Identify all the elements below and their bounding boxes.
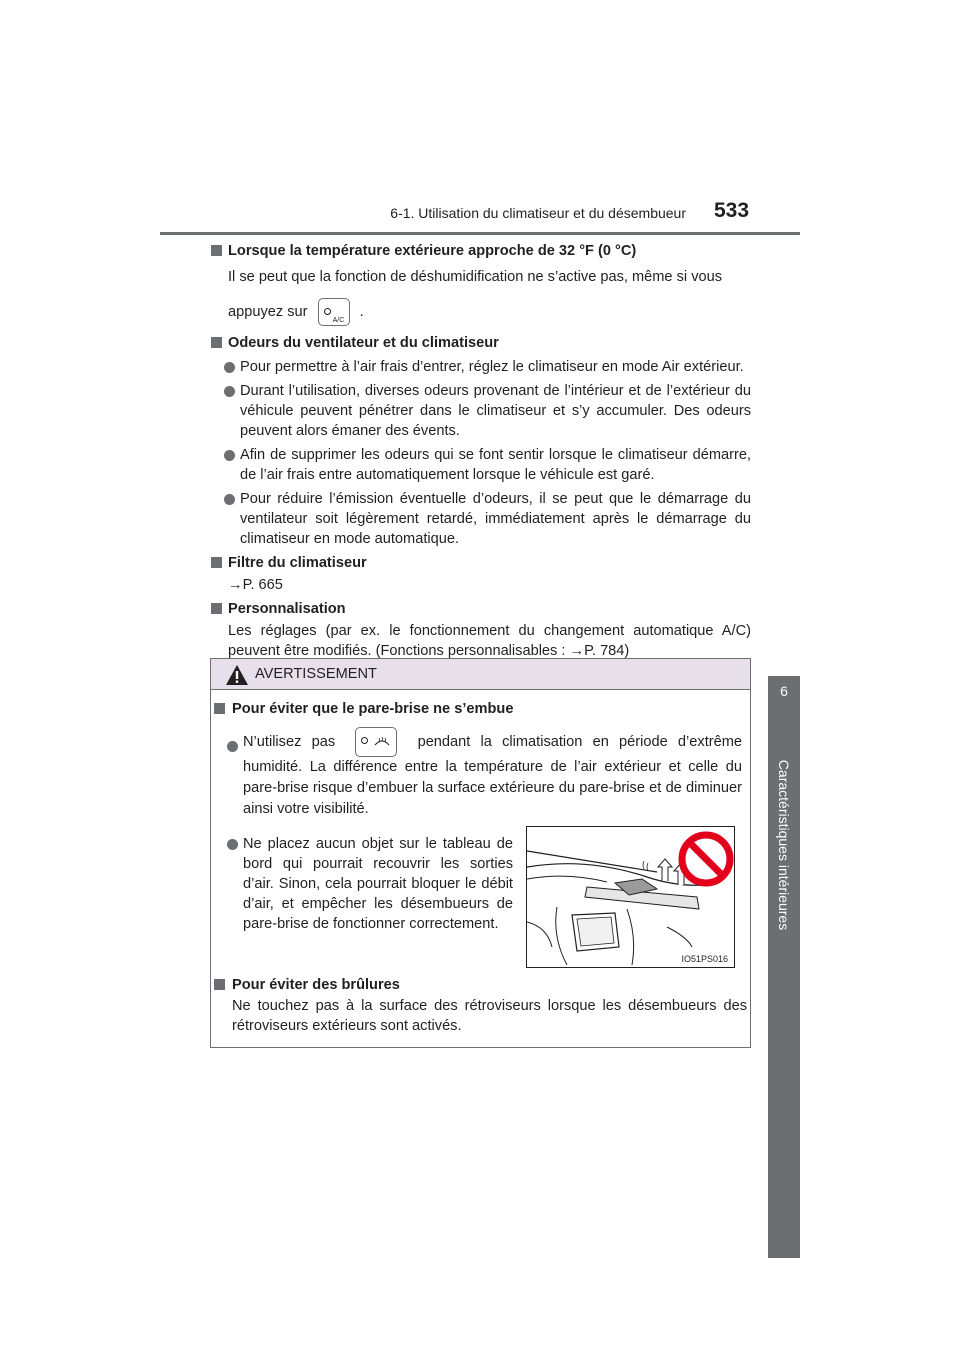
- paragraph: Ne touchez pas à la surface des rétroviseurs lorsque les désembueurs des rétroviseurs extérieurs sont activés.: [232, 998, 747, 1034]
- section-title: [211, 599, 751, 619]
- ac-button-icon: [318, 298, 350, 326]
- list-item: [211, 357, 751, 377]
- round-bullet-icon: [224, 450, 235, 461]
- section-title: [211, 241, 751, 261]
- warning-triangle-icon: [225, 664, 249, 686]
- section-title-text: Lorsque la température extérieure approche de 32 °F (0 °C): [228, 243, 637, 259]
- list-item-text: pendant la climatisation en période d’extrême humidité. La différence entre la température de l’air extérieur et celle du pare-brise risque d’embuer la surface extérieure du pare-brise et de diminuer ainsi votre visibilité.: [243, 733, 743, 817]
- dashboard-illustration: [526, 826, 735, 968]
- list-item-text: Afin de supprimer les odeurs qui se font sentir lorsque le climatiseur démarre, de l’air frais entre automatiquement lorsque le véhicule est garé.: [240, 447, 751, 483]
- defrost-button-icon: [355, 727, 397, 757]
- warning-box: [210, 658, 751, 1048]
- square-bullet-icon: [211, 603, 222, 614]
- round-bullet-icon: [224, 386, 235, 397]
- windshield-defrost-icon: [373, 733, 391, 749]
- list-item: [211, 381, 751, 441]
- round-bullet-icon: [227, 741, 238, 752]
- section-title-text: Pour éviter que le pare-brise ne s’embue: [232, 701, 514, 717]
- warning-header: [211, 659, 750, 690]
- list-item-text: Ne placez aucun objet sur le tableau de bord qui pourrait recouvrir les sorties d’air. Sinon, cela pourrait bloquer le débit d’air, et empêcher les désembueurs de pare-brise de fonctionner correctement.: [243, 836, 513, 932]
- dashboard-object-drawing: [527, 827, 734, 967]
- warning-title: AVERTISSEMENT: [255, 666, 377, 682]
- list-item: [211, 489, 751, 549]
- square-bullet-icon: [214, 703, 225, 714]
- section-title: [211, 553, 751, 573]
- indicator-icon: [361, 737, 368, 744]
- round-bullet-icon: [224, 494, 235, 505]
- square-bullet-icon: [211, 245, 222, 256]
- list-item: [214, 834, 513, 934]
- round-bullet-icon: [227, 839, 238, 850]
- section-title: [211, 333, 751, 353]
- chapter-title: 6-1. Utilisation du climatiseur et du désembueur: [390, 205, 686, 221]
- page-number: 533: [714, 199, 750, 222]
- list-item-text: Pour réduire l’émission éventuelle d’odeurs, il se peut que le démarrage du ventilateur soit légèrement retardé, immédiatement après le démarrage du climatiseur en mode automatique.: [240, 491, 751, 547]
- list-item: [211, 445, 751, 485]
- section-title-text: Pour éviter des brûlures: [232, 977, 400, 993]
- button-icon-label: A/C: [332, 317, 345, 325]
- side-tab-label: Caractéristiques intérieures: [776, 759, 792, 931]
- paragraph-text: appuyez sur: [228, 304, 308, 320]
- section-title: [214, 699, 750, 719]
- side-tab-number: 6: [780, 683, 788, 699]
- list-item: [214, 727, 742, 820]
- indicator-icon: [324, 308, 331, 315]
- square-bullet-icon: [214, 979, 225, 990]
- paragraph: Il se peut que la fonction de déshumidification ne s’active pas, même si vous: [228, 269, 723, 285]
- list-item-text: N’utilisez pas: [243, 733, 336, 750]
- page-reference-link[interactable]: →P. 665: [228, 577, 283, 593]
- paragraph: Les réglages (par ex. le fonctionnement du changement automatique A/C) peuvent être modifiés. (Fonctions personnalisables : →P. 784): [228, 623, 751, 659]
- square-bullet-icon: [211, 337, 222, 348]
- paragraph-text: .: [359, 304, 364, 320]
- round-bullet-icon: [224, 362, 235, 373]
- section-title-text: Personnalisation: [228, 601, 346, 617]
- main-content: [211, 241, 751, 661]
- section-title: [214, 975, 400, 995]
- section-title-text: Odeurs du ventilateur et du climatiseur: [228, 335, 499, 351]
- section-title-text: Filtre du climatiseur: [228, 555, 367, 571]
- list-item-text: Pour permettre à l’air frais d’entrer, réglez le climatiseur en mode Air extérieur.: [240, 359, 744, 375]
- paragraph: [211, 297, 751, 327]
- square-bullet-icon: [211, 557, 222, 568]
- header-rule: [160, 232, 800, 235]
- figure-code: IO51PS016: [681, 954, 728, 964]
- list-item-text: Durant l’utilisation, diverses odeurs provenant de l’intérieur et de l’extérieur du véhicule peuvent pénétrer dans le climatiseur et s’y accumuler. Des odeurs peuvent alors émaner des évents.: [240, 383, 751, 439]
